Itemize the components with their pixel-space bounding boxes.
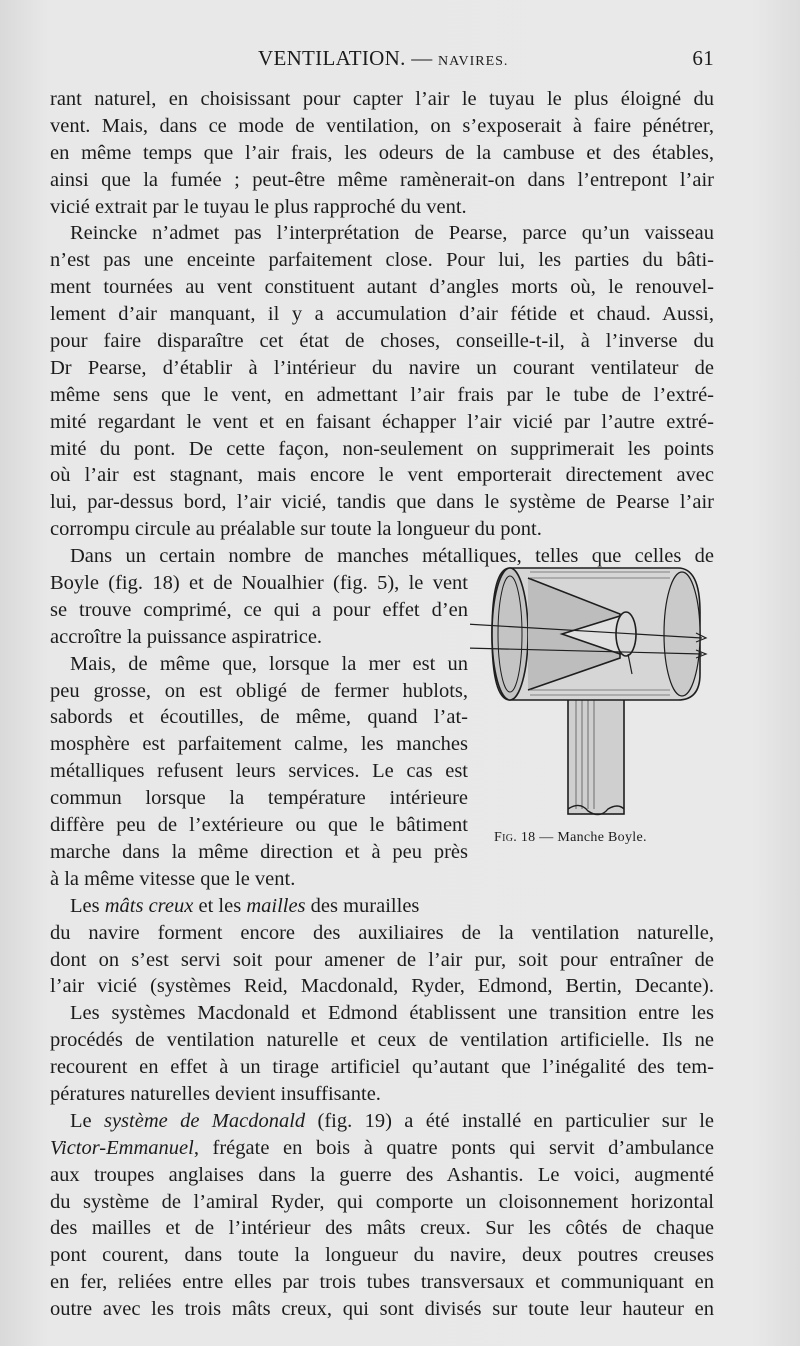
text-line: des mailles et de l’intérieur des mâts creux. Sur les côtés de chaque <box>50 1217 714 1240</box>
text-line: aux troupes anglaises dans la guerre des Ashantis. Le voici, augmenté <box>50 1163 714 1186</box>
vent-rear <box>664 572 700 696</box>
text-line: lement d’air manquant, il y a accumulation d’air fétide et chaud. Aussi, <box>50 303 714 326</box>
text-line: à la même vitesse que le vent. <box>50 867 296 890</box>
text-line: en même temps que l’air frais, les odeurs de la cambuse et des étables, <box>50 141 714 164</box>
text-line: Boyle (fig. 18) et de Noualhier (fig. 5), le vent <box>50 572 468 595</box>
text-line: outre avec les trois mâts creux, qui sont divisés sur toute leur hauteur en <box>50 1298 714 1321</box>
text-line: marche dans la même direction et à peu près <box>50 840 468 863</box>
text-line: Le système de Macdonald (fig. 19) a été installé en particulier sur le <box>70 1109 715 1132</box>
text-line: Reincke n’admet pas l’interprétation de Pearse, parce qu’un vaisseau <box>70 222 714 245</box>
text-line: commun lorsque la température intérieure <box>50 787 468 810</box>
ventilator-cowl-drawing <box>470 568 706 815</box>
text-line: pour faire disparaître cet état de choses, conseille-t-il, à l’inverse du <box>50 330 714 353</box>
running-header <box>50 46 714 76</box>
figure-number: Fig. 18 <box>494 830 536 845</box>
italic-term: Victor-Emmanuel <box>50 1136 194 1159</box>
text-line: Mais, de même que, lorsque la mer est un <box>70 652 468 675</box>
text-line: pont courent, dans toute la longueur du navire, deux poutres creuses <box>50 1244 714 1267</box>
text-line: ment tournées au vent constituent autant d’angles morts où, le renouvel- <box>50 276 714 299</box>
running-subtitle: NAVIRES. <box>438 54 509 69</box>
text-line: du système de l’amiral Ryder, qui comporte un cloisonnement horizontal <box>50 1190 714 1213</box>
text-line: Victor-Emmanuel, frégate en bois à quatre ponts qui servit d’ambulance <box>50 1136 714 1159</box>
text-line: accroître la puissance aspiratrice. <box>50 625 323 648</box>
text-line: se trouve comprimé, ce qui a pour effet d’en <box>50 598 468 621</box>
text-line: vicié extrait par le tuyau le plus rapproché du vent. <box>50 195 467 218</box>
text-line: mosphère est parfaitement calme, les manches <box>50 733 468 756</box>
text-line: ainsi que la fumée ; peut-être même ramènerait-on dans l’entrepont l’air <box>50 168 714 191</box>
text-line: où l’air est stagnant, mais encore le vent emporterait directement avec <box>50 464 714 487</box>
italic-term: mâts creux <box>104 894 194 917</box>
page-number: 61 <box>692 46 714 70</box>
text-line: l’air vicié (systèmes Reid, Macdonald, Ryder, Edmond, Bertin, Decante). <box>50 975 714 998</box>
text-line: pératures naturelles devient insuffisante. <box>50 1082 381 1105</box>
running-title: VENTILATION. — NAVIRES. <box>258 46 509 70</box>
text-line: corrompu circule au préalable sur toute la longueur du pont. <box>50 518 542 541</box>
text-line: procédés de ventilation naturelle et ceux de ventilation artificielle. Ils ne <box>50 1029 714 1052</box>
text-line: diffère peu de l’extérieure ou que le bâtiment <box>50 814 468 837</box>
text-line: Les systèmes Macdonald et Edmond établissent une transition entre les <box>70 1002 714 1025</box>
text-line: du navire forment encore des auxiliaires de la ventilation naturelle, <box>50 921 714 944</box>
text-line: vent. Mais, dans ce mode de ventilation, on s’exposerait à faire pénétrer, <box>50 114 714 137</box>
text-line: dont on s’est servi soit pour amener de l’air pur, soit pour entraîner de <box>50 948 714 971</box>
text-line: lui, par-dessus bord, l’air vicié, tandis que dans le système de Pearse l’air <box>50 491 714 514</box>
text-line: Dans un certain nombre de manches métalliques, telles que celles de <box>70 545 714 568</box>
text-line: en fer, reliées entre elles par trois tubes transversaux et communiquant en <box>50 1271 714 1294</box>
italic-term: mailles <box>246 894 306 917</box>
text-line: métalliques refusent leurs services. Le cas est <box>50 760 468 783</box>
text-line: peu grosse, on est obligé de fermer hublots, <box>50 679 468 702</box>
figure-caption <box>494 830 647 846</box>
text-line: mité regardant le vent et en faisant échapper l’air vicié par l’autre extré- <box>50 410 714 433</box>
text-line: Les mâts creux et les mailles des murailles <box>70 894 420 917</box>
vent-mouth <box>492 568 528 700</box>
text-line: rant naturel, en choisissant pour capter l’air le tuyau le plus éloigné du <box>50 88 714 110</box>
text-line: n’est pas une enceinte parfaitement close. Pour lui, les parties du bâti- <box>50 249 714 272</box>
text-line: Dr Pearse, d’établir à l’intérieur du navire un courant ventilateur de <box>50 356 714 379</box>
text-line: mité du pont. De cette façon, non-seulement on supprimerait les points <box>50 437 714 460</box>
text-line: sabords et écoutilles, de même, quand l’at- <box>50 706 468 729</box>
italic-term: système de Macdonald <box>103 1109 306 1132</box>
figure-manche-boyle <box>470 554 714 844</box>
text-line: même sens que le vent, en admettant l’air frais par le tube de l’extré- <box>50 383 714 406</box>
text-line: recourent en effet à un tirage artificiel qu’autant que l’inégalité des tem- <box>50 1056 714 1079</box>
figure-title: — Manche Boyle. <box>535 830 647 845</box>
vent-stem <box>568 694 624 814</box>
